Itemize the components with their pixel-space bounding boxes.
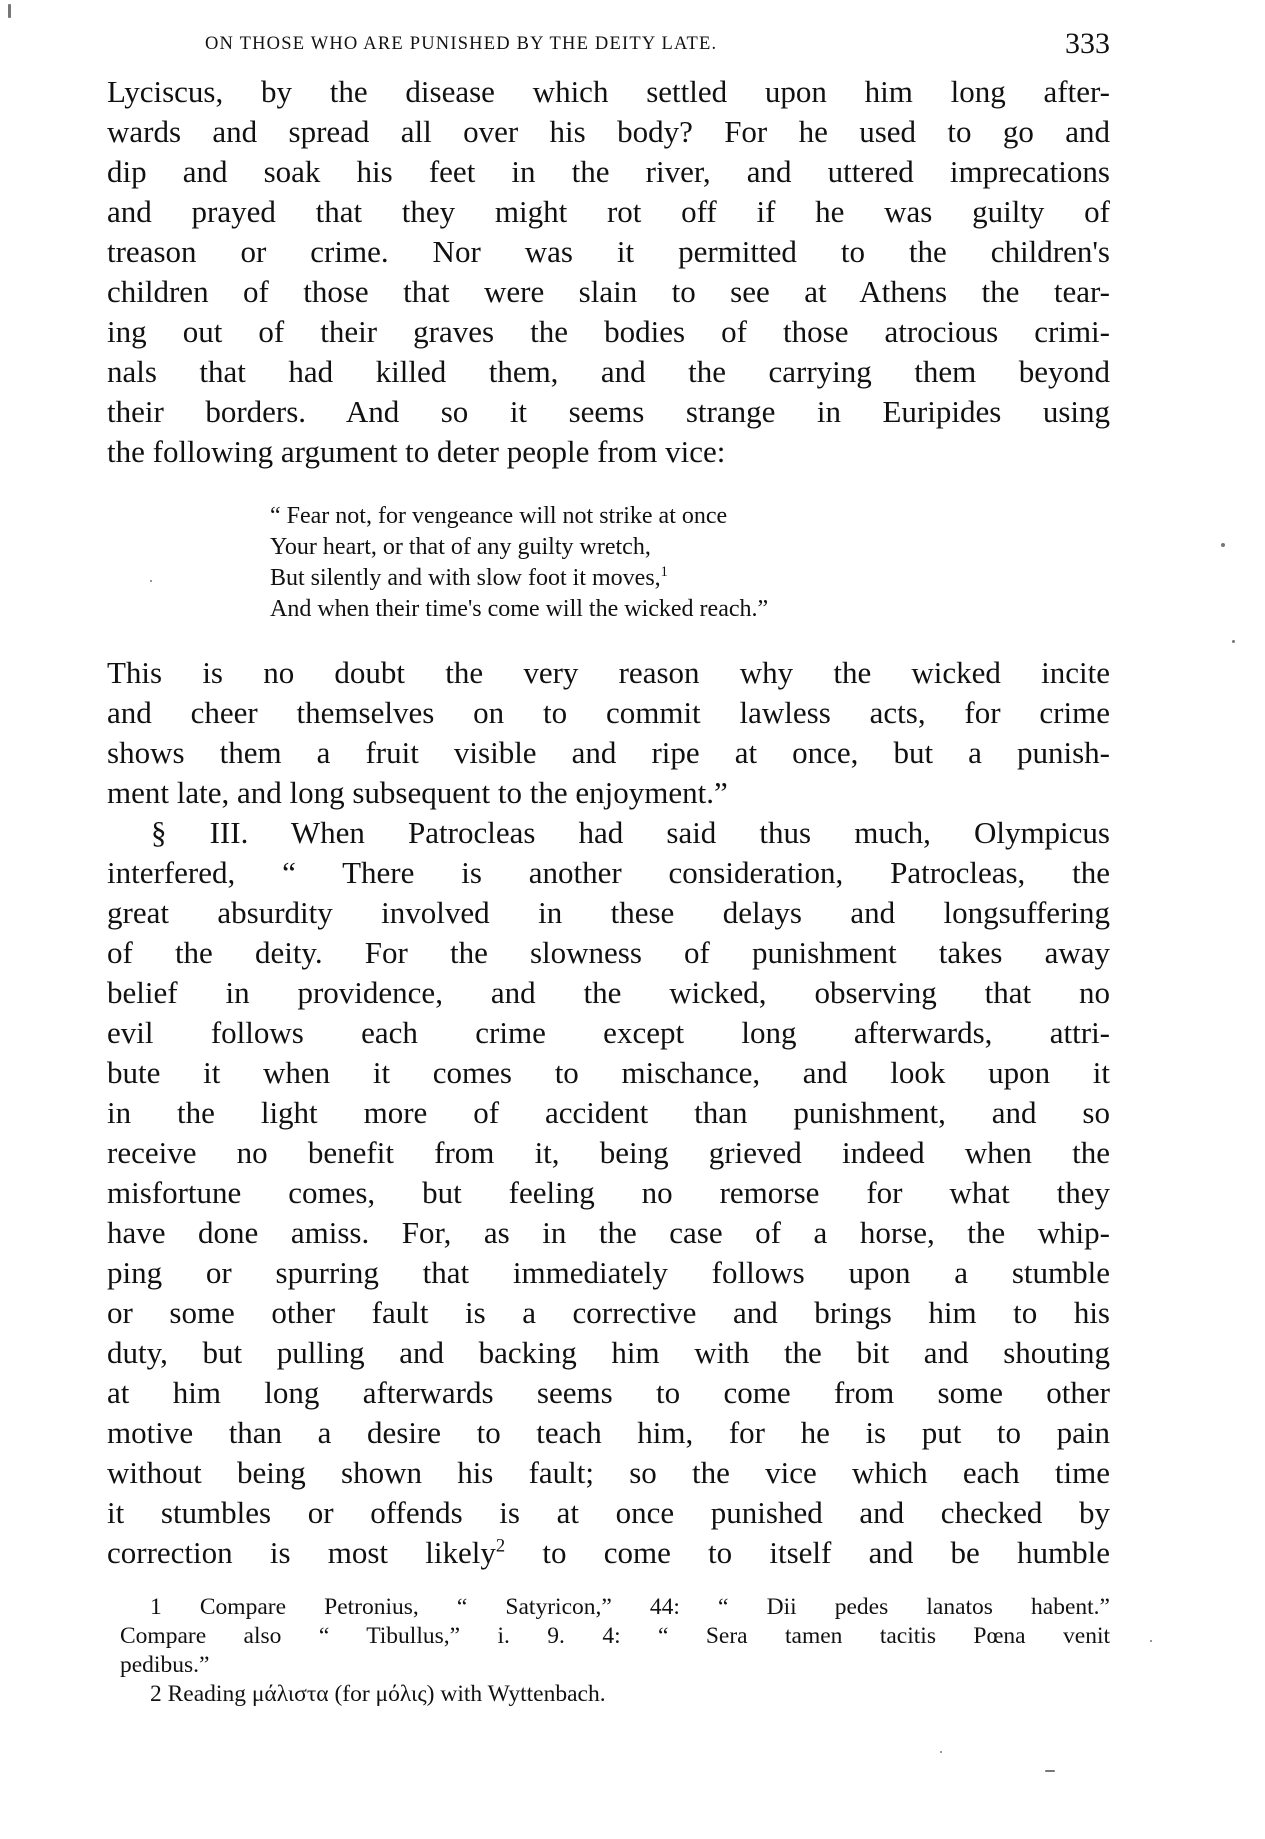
speck (1221, 543, 1225, 547)
text-line: ping or spurring that immediately follows upon a stumble (107, 1255, 1110, 1290)
text-line: wards and spread all over his body? For he used to go and (107, 114, 1110, 149)
verse-line (270, 563, 1030, 594)
text-line: receive no benefit from it, being grieved indeed when the (107, 1135, 1110, 1170)
text-line: bute it when it comes to mischance, and look upon it (107, 1055, 1110, 1090)
text-line: evil follows each crime except long afterwards, attri- (107, 1015, 1110, 1050)
speck (8, 4, 11, 18)
verse-line: “ Fear not, for vengeance will not strike at once (270, 503, 728, 529)
text-fragment: correction is most likely (107, 1535, 496, 1570)
text-line: in the light more of accident than punishment, and so (107, 1095, 1110, 1130)
footnote-ref-2: 2 (495, 1535, 506, 1557)
text-line (107, 1533, 1110, 1573)
text-line: motive than a desire to teach him, for he is put to pain (107, 1415, 1110, 1450)
speck (1232, 640, 1235, 643)
speck (1150, 1640, 1152, 1642)
text-line: dip and soak his feet in the river, and uttered imprecations (107, 154, 1110, 189)
text-line: of the deity. For the slowness of punishment takes away (107, 935, 1110, 970)
section-heading-line: § III. When Patrocleas had said thus much, Olympicus (151, 815, 1110, 850)
text-line: ment late, and long subsequent to the enjoyment.” (107, 775, 728, 810)
text-line: duty, but pulling and backing him with the bit and shouting (107, 1335, 1110, 1370)
speck (1045, 1770, 1055, 1772)
footnote-line: 1 Compare Petronius, “ Satyricon,” 44: “ Dii pedes lanatos habent.” (150, 1594, 1110, 1620)
running-head (205, 24, 1110, 64)
text-line: interfered, “ There is another consideration, Patrocleas, the (107, 855, 1110, 890)
text-line: and prayed that they might rot off if he was guilty of (107, 194, 1110, 229)
text-line: their borders. And so it seems strange in Euripides using (107, 394, 1110, 429)
text-line: at him long afterwards seems to come from some other (107, 1375, 1110, 1410)
footnote-ref-1: 1 (660, 564, 668, 580)
text-line: the following argument to deter people from vice: (107, 434, 726, 469)
text-line: treason or crime. Nor was it permitted to the children's (107, 234, 1110, 269)
body-paragraph-top (107, 72, 1110, 472)
text-line: children of those that were slain to see at Athens the tear- (107, 274, 1110, 309)
text-line: without being shown his fault; so the vice which each time (107, 1455, 1110, 1490)
text-line: misfortune comes, but feeling no remorse for what they (107, 1175, 1110, 1210)
text-line: and cheer themselves on to commit lawless acts, for crime (107, 695, 1110, 730)
text-line: This is no doubt the very reason why the wicked incite (107, 655, 1110, 690)
text-line: or some other fault is a corrective and brings him to his (107, 1295, 1110, 1330)
page-number: 333 (1065, 27, 1110, 60)
footnote-line: Compare also “ Tibullus,” i. 9. 4: “ Sera tamen tacitis Pœna venit (120, 1623, 1110, 1649)
text-line: nals that had killed them, and the carrying them beyond (107, 354, 1110, 389)
speck (940, 1751, 942, 1753)
verse-line: And when their time's come will the wicked reach.” (270, 596, 769, 622)
speck (150, 580, 152, 582)
text-line: shows them a fruit visible and ripe at once, but a punish- (107, 735, 1110, 770)
running-title: ON THOSE WHO ARE PUNISHED BY THE DEITY LATE. (205, 34, 718, 54)
footnotes (120, 1593, 1110, 1709)
footnote-line: pedibus.” (120, 1652, 210, 1678)
text-line: have done amiss. For, as in the case of a horse, the whip- (107, 1215, 1110, 1250)
text-line: ing out of their graves the bodies of those atrocious crimi- (107, 314, 1110, 349)
text-fragment: to come to itself and be humble (542, 1535, 1110, 1570)
verse-line: Your heart, or that of any guilty wretch, (270, 534, 651, 560)
footnote-line: 2 Reading μάλιστα (for μόλις) with Wyttenbach. (150, 1681, 606, 1707)
body-paragraph-bottom (107, 653, 1110, 1573)
verse-quotation (270, 501, 1030, 625)
text-line: Lyciscus, by the disease which settled upon him long after- (107, 74, 1110, 109)
text-line: belief in providence, and the wicked, observing that no (107, 975, 1110, 1010)
verse-line-text: But silently and with slow foot it moves, (270, 565, 661, 591)
text-line: it stumbles or offends is at once punished and checked by (107, 1495, 1110, 1530)
text-line: great absurdity involved in these delays and longsuffering (107, 895, 1110, 930)
